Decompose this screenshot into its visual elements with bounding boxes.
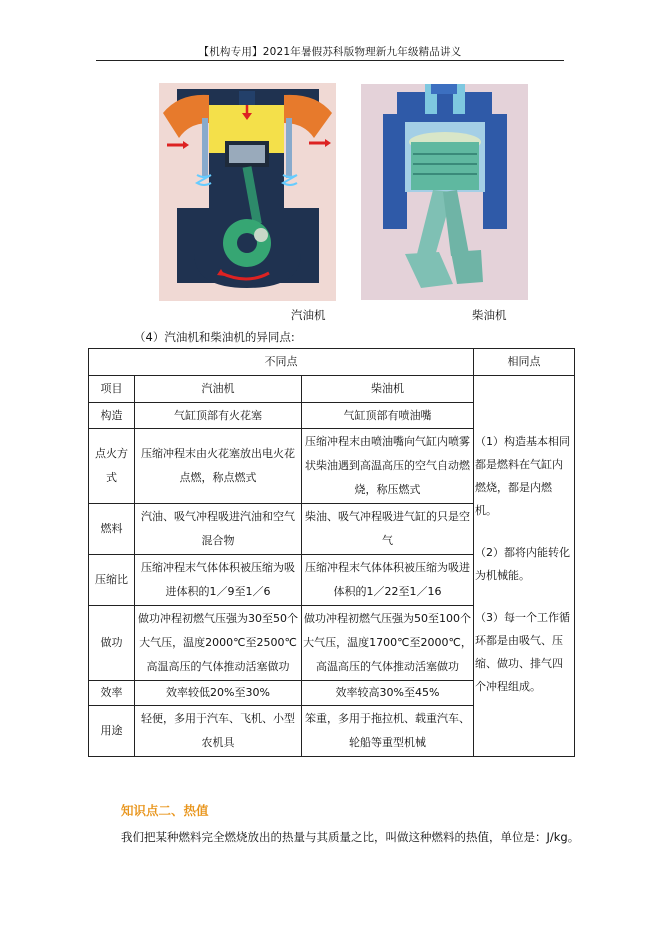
same-point: （3）每一个工作循环都是由吸气、压缩、做功、排气四个冲程组成。 [475, 611, 570, 693]
same-point: （2）都将内能转化为机械能。 [475, 546, 570, 582]
col-diesel-header: 柴油机 [302, 376, 474, 403]
row-diesel: 压缩冲程末由喷油嘴向气缸内喷雾状柴油遇到高温高压的空气自动燃烧，称压燃式 [302, 429, 474, 504]
table-header-row [89, 349, 575, 376]
row-item: 点火方式 [89, 429, 135, 504]
row-diesel: 柴油、吸气冲程吸进气缸的只是空气 [302, 504, 474, 555]
row-gasoline: 汽油、吸气冲程吸进汽油和空气混合物 [135, 504, 302, 555]
row-item: 做功 [89, 606, 135, 681]
section-title: 知识点二、热值 [121, 803, 209, 818]
page-header: 【机构专用】2021年暑假苏科版物理新九年级精品讲义 [198, 46, 462, 58]
gasoline-engine-figure [159, 83, 336, 301]
row-gasoline: 压缩冲程末气体体积被压缩为吸进体积的1／9至1／6 [135, 555, 302, 606]
gasoline-engine-caption: 汽油机 [291, 308, 326, 322]
row-item: 构造 [89, 403, 135, 429]
col-gasoline-header: 汽油机 [135, 376, 302, 403]
row-gasoline: 压缩冲程末由火花塞放出电火花点燃，称点燃式 [135, 429, 302, 504]
comparison-table [88, 348, 575, 757]
diesel-engine-figure [361, 84, 528, 300]
row-diesel: 压缩冲程末气体体积被压缩为吸进体积的1／22至1／16 [302, 555, 474, 606]
row-item: 压缩比 [89, 555, 135, 606]
row-gasoline: 气缸顶部有火花塞 [135, 403, 302, 429]
section-intro: （4）汽油机和柴油机的异同点: [134, 330, 295, 344]
row-diesel: 做功冲程初燃气压强为50至100个大气压，温度1700℃至2000℃，高温高压的气体推动活塞做功 [302, 606, 474, 681]
same-header: 相同点 [474, 349, 575, 376]
row-gasoline: 效率较低20%至30% [135, 681, 302, 706]
col-item-header: 项目 [89, 376, 135, 403]
diff-header: 不同点 [89, 349, 474, 376]
heat-value-definition: 我们把某种燃料完全燃烧放出的热量与其质量之比，叫做这种燃料的热值，单位是：J/kg。 [121, 830, 580, 844]
row-diesel: 气缸顶部有喷油嘴 [302, 403, 474, 429]
row-gasoline: 做功冲程初燃气压强为30至50个大气压，温度2000℃至2500℃高温高压的气体推动活塞做功 [135, 606, 302, 681]
same-point: （1）构造基本相同都是燃料在气缸内燃烧，都是内燃机。 [475, 435, 570, 517]
row-gasoline: 轻便，多用于汽车、飞机、小型农机具 [135, 706, 302, 757]
diesel-engine-caption: 柴油机 [472, 308, 507, 322]
table-row [89, 376, 575, 403]
header-rule [96, 60, 564, 61]
row-item: 用途 [89, 706, 135, 757]
row-item: 效率 [89, 681, 135, 706]
same-points-cell [474, 376, 575, 757]
row-diesel: 效率较高30%至45% [302, 681, 474, 706]
row-diesel: 笨重，多用于拖拉机、载重汽车、轮船等重型机械 [302, 706, 474, 757]
row-item: 燃料 [89, 504, 135, 555]
